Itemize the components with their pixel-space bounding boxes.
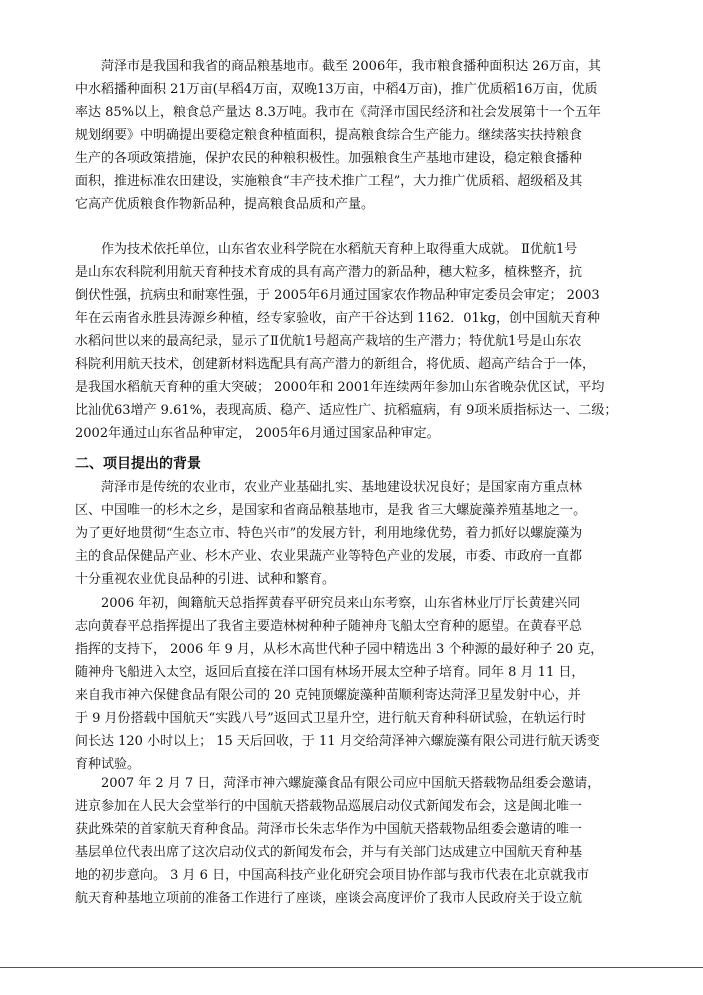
text-line: 育种试验。 (75, 757, 141, 772)
text-line: 区、中国唯一的杉木之乡，是国家和省商品粮基地市，是我 省三大螺旋藻养殖基地之一。 (75, 503, 587, 518)
text-line: 间长达 120 小时以上； 15 天后回收，于 11 月交给菏泽神六螺旋藻有限公司进行航天诱变 (75, 734, 600, 749)
text-line: 比汕优63增产 9.61%，表现高质、稳产、适应性广、抗稻瘟病，有 9项米质指标达一、二级； (75, 403, 618, 418)
text-line: 率达 85%以上，粮食总产量达 8.3万吨。我市在《菏泽市国民经济和社会发展第十一个五年 (75, 105, 601, 120)
text-line: 菏泽市是我国和我省的商品粮基地市。截至 2006年，我市粮食播种面积达 26万亩，其 (75, 59, 601, 74)
text-line: 基层单位代表出席了这次启动仪式的新闻发布会，并与有关部门达成建立中国航天育种基 (75, 845, 583, 860)
text-line: 为了更好地贯彻“生态立市、特色兴市”的发展方针，利用地缘优势，着力抓好以螺旋藻为 (75, 526, 583, 541)
text-line: 2002年通过山东省品种审定， 2005年6月通过国家品种审定。 (75, 426, 440, 441)
text-line: 它高产优质粮食作物新品种，提高粮食品质和产量。 (75, 197, 375, 212)
text-line: 中水稻播种面积 21万亩(早稻4万亩，双晚13万亩，中稻4万亩)，推广优质稻16万亩，优质 (75, 82, 598, 97)
text-line: 随神舟飞船进入太空，返回后直接在洋口国有林场开展太空种子培育。同年 8 月 11 日， (75, 665, 585, 680)
text-line: 获此殊荣的首家航天育种食品。菏泽市长朱志华作为中国航天搭载物品组委会邀请的唯一 (75, 822, 583, 837)
text-line: 志向黄春平总指挥提出了我省主要造林树种种子随神舟飞船太空育种的愿望。在黄春平总 (75, 619, 583, 634)
text-line: 2006 年初，闽籍航天总指挥黄春平研究员来山东考察，山东省林业厅厅长黄建兴同 (75, 596, 581, 611)
text-line: 面积，推进标准农田建设，实施粮食“丰产技术推广工程”，大力推广优质稻、超级稻及其 (75, 174, 583, 189)
text-line: 2007 年 2 月 7 日，菏泽市神六螺旋藻食品有限公司应中国航天搭载物品组委会邀请， (75, 776, 601, 791)
paragraph-space-seeds (75, 592, 627, 776)
text-line: 是我国水稻航天育种的重大突破； 2000年和 2001年连续两年参加山东省晚杂优区试，平均 (75, 380, 605, 395)
section-heading: 二、项目提出的背景 (75, 456, 201, 472)
paragraph-grain-base (75, 55, 627, 216)
text-line: 来自我市神六保健食品有限公司的 20 克钝顶螺旋藻种苗顺利寄达菏泽卫星发射中心，并 (75, 688, 581, 703)
text-line: 倒伏性强，抗病虫和耐寒性强，于 2005年6月通过国家农作物品种审定委员会审定； 2003 (75, 288, 600, 303)
text-line: 进京参加在人民大会堂举行的中国航天搭载物品巡展启动仪式新闻发布会，这是闽北唯一 (75, 799, 583, 814)
text-line: 规划纲要》中明确提出要稳定粮食种植面积，提高粮食综合生产能力。继续落实扶持粮食 (75, 128, 583, 143)
text-line: 指挥的支持下， 2006 年 9 月，从杉木高世代种子园中精选出 3 个种源的最好种子 20 克， (75, 642, 604, 657)
text-line: 是山东农科院利用航天育种技术育成的具有高产潜力的新品种，穗大粒多，植株整齐，抗 (75, 265, 583, 280)
paragraph-exhibition (75, 772, 627, 910)
text-line: 主的食品保健品产业、杉木产业、农业果蔬产业等特色产业的发展，市委、市政府一直都 (75, 549, 583, 564)
text-line: 科院利用航天技术，创建新材料选配具有高产潜力的新组合，将优质、超高产结合于一体， (75, 357, 596, 372)
text-line: 于 9 月份搭载中国航天“实践八号”返回式卫星升空，进行航天育种科研试验，在轨运行时 (75, 711, 586, 726)
text-line: 生产的各项政策措施，保护农民的种粮积极性。加强粮食生产基地市建设，稳定粮食播种 (75, 151, 583, 166)
text-line: 地的初步意向。 3 月 6 日，中国高科技产业化研究会项目协作部与我市代表在北京就我市 (75, 868, 590, 883)
text-line: 菏泽市是传统的农业市，农业产业基础扎实、基地建设状况良好；是国家南方重点林 (75, 480, 583, 495)
paragraph-background (75, 476, 627, 591)
paragraph-rice-breeding (75, 238, 627, 445)
footer-divider (0, 967, 703, 968)
text-line: 航天育种基地立项前的准备工作进行了座谈，座谈会高度评价了我市人民政府关于设立航 (75, 891, 583, 906)
text-line: 水稻问世以来的最高纪录，显示了Ⅱ优航1号超高产栽培的生产潜力；特优航1号是山东农 (75, 334, 582, 349)
text-line: 年在云南省永胜县涛源乡种植，经专家验收，亩产干谷达到 1162．01kg，创中国航天育种 (75, 311, 600, 326)
text-line: 十分重视农业优良品种的引进、试种和繁育。 (75, 572, 336, 587)
text-line: 作为技术依托单位，山东省农业科学院在水稻航天育种上取得重大成就。 Ⅱ优航1号 (75, 242, 578, 257)
